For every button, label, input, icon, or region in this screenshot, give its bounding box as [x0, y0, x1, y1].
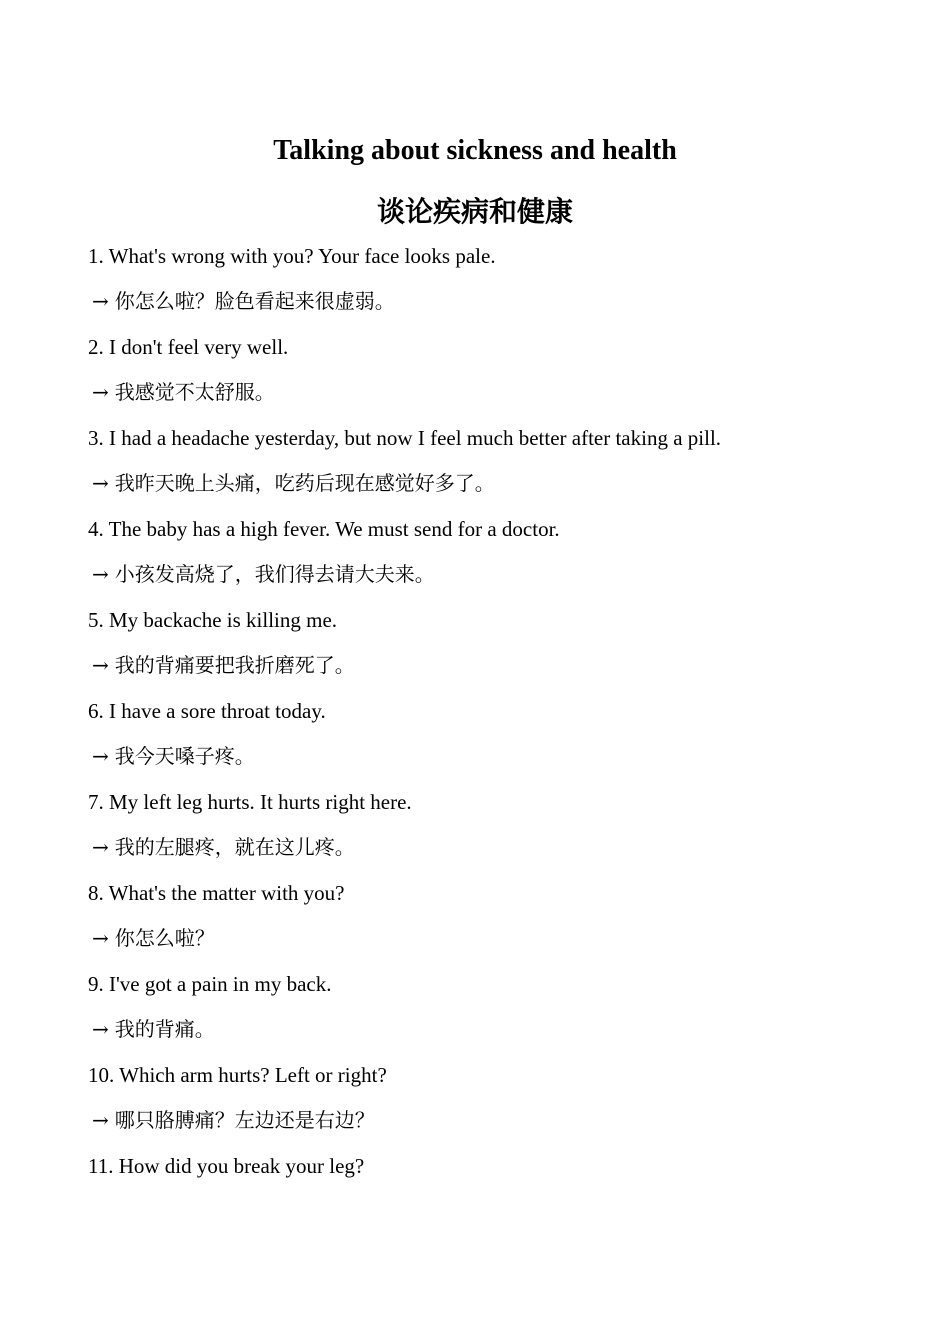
chinese-translation: [88, 376, 888, 408]
translation-text: 小孩发高烧了，我们得去请大夫来。: [114, 562, 435, 586]
english-sentence: 10. Which arm hurts? Left or right?: [88, 1063, 387, 1087]
english-sentence: 11. How did you break your leg?: [88, 1154, 365, 1178]
chinese-translation: [88, 922, 888, 954]
list-item: [88, 786, 888, 877]
list-item: [88, 968, 888, 1059]
sentence-list: [88, 240, 888, 1241]
translation-text: 我的左腿疼，就在这儿疼。: [114, 835, 355, 859]
english-sentence: 6. I have a sore throat today.: [88, 699, 326, 723]
list-item: [88, 1059, 888, 1150]
translation-text: 你怎么啦？: [114, 926, 215, 950]
chinese-translation: [88, 831, 888, 863]
english-sentence: 3. I had a headache yesterday, but now I feel much better after taking a pill.: [88, 426, 722, 450]
arrow-icon: →: [92, 380, 109, 404]
list-item: [88, 331, 888, 422]
arrow-icon: →: [92, 1017, 109, 1041]
translation-text: 我感觉不太舒服。: [114, 380, 275, 404]
list-item: [88, 695, 888, 786]
chinese-translation: [88, 1013, 888, 1045]
chinese-translation: [88, 285, 888, 317]
page-title-chinese: 谈论疾病和健康: [376, 195, 573, 228]
chinese-translation: [88, 649, 888, 681]
english-sentence: 2. I don't feel very well.: [88, 335, 289, 359]
translation-text: 我的背痛。: [114, 1017, 215, 1041]
translation-text: 你怎么啦？脸色看起来很虚弱。: [114, 289, 395, 313]
english-sentence: 7. My left leg hurts. It hurts right here.: [88, 790, 412, 814]
english-sentence: 8. What's the matter with you?: [88, 881, 345, 905]
arrow-icon: →: [92, 562, 109, 586]
english-sentence: 9. I've got a pain in my back.: [88, 972, 332, 996]
english-sentence: 1. What's wrong with you? Your face looks pale.: [88, 244, 496, 268]
arrow-icon: →: [92, 471, 109, 495]
chinese-translation: [88, 1104, 888, 1136]
list-item: [88, 1150, 888, 1241]
list-item: [88, 240, 888, 331]
list-item: [88, 877, 888, 968]
chinese-translation: [88, 740, 888, 772]
arrow-icon: →: [92, 289, 109, 313]
english-sentence: 5. My backache is killing me.: [88, 608, 338, 632]
translation-text: 我的背痛要把我折磨死了。: [114, 653, 355, 677]
translation-text: 哪只胳膊痛？左边还是右边？: [114, 1108, 375, 1132]
arrow-icon: →: [92, 744, 109, 768]
translation-text: 我昨天晚上头痛，吃药后现在感觉好多了。: [114, 471, 495, 495]
arrow-icon: →: [92, 835, 109, 859]
list-item: [88, 513, 888, 604]
chinese-translation: [88, 467, 888, 499]
english-sentence: 4. The baby has a high fever. We must send for a doctor.: [88, 517, 560, 541]
list-item: [88, 422, 888, 513]
list-item: [88, 604, 888, 695]
arrow-icon: →: [92, 653, 109, 677]
arrow-icon: →: [92, 926, 109, 950]
translation-text: 我今天嗓子疼。: [114, 744, 255, 768]
chinese-translation: [88, 558, 888, 590]
arrow-icon: →: [92, 1108, 109, 1132]
page-title-english: Talking about sickness and health: [273, 135, 677, 166]
